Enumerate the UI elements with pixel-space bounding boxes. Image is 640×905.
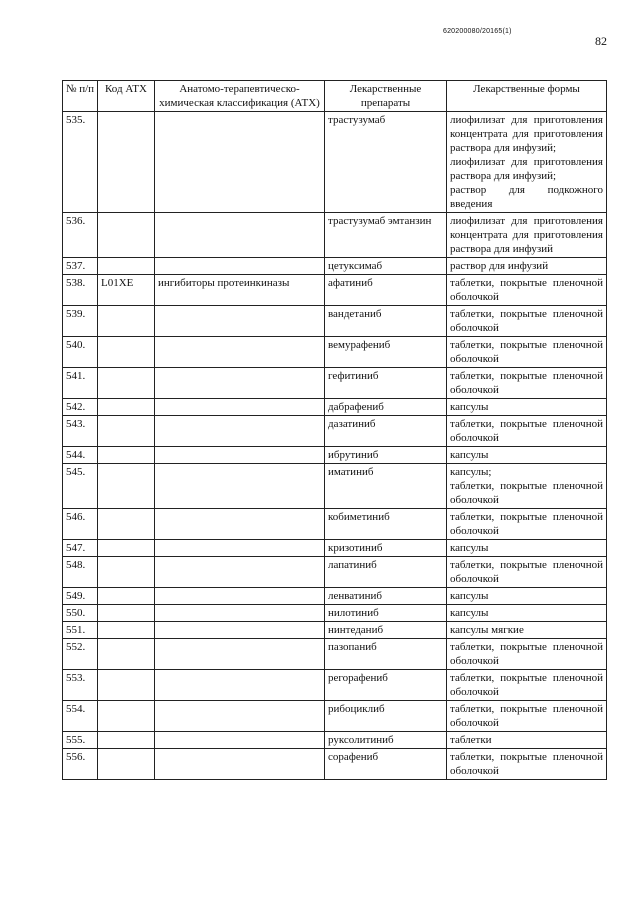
drug-table (62, 80, 607, 780)
dosage-form-item: капсулы (450, 449, 489, 461)
dosage-forms (447, 368, 607, 399)
table-row (63, 112, 607, 213)
atc-classification (155, 464, 325, 509)
dosage-form-item: таблетки, покрытые пленочной оболочкой (450, 418, 603, 444)
atc-code (98, 701, 155, 732)
atc-code (98, 540, 155, 557)
row-number: 552. (63, 639, 98, 670)
atc-classification (155, 605, 325, 622)
dosage-forms (447, 749, 607, 780)
atc-classification (155, 557, 325, 588)
row-number: 556. (63, 749, 98, 780)
atc-classification (155, 337, 325, 368)
dosage-form-item: раствор для инфузий (450, 260, 549, 272)
dosage-forms (447, 670, 607, 701)
atc-code (98, 749, 155, 780)
table-row (63, 368, 607, 399)
atc-code (98, 509, 155, 540)
row-number: 554. (63, 701, 98, 732)
dosage-form-item: капсулы (450, 401, 489, 413)
row-number: 538. (63, 275, 98, 306)
dosage-forms (447, 464, 607, 509)
atc-code (98, 337, 155, 368)
row-number: 547. (63, 540, 98, 557)
atc-code (98, 732, 155, 749)
row-number: 555. (63, 732, 98, 749)
atc-code (98, 464, 155, 509)
atc-classification (155, 447, 325, 464)
table-body (63, 112, 607, 780)
table-row (63, 732, 607, 749)
atc-code (98, 213, 155, 258)
dosage-form-item: таблетки, покрытые пленочной оболочкой (450, 559, 603, 585)
header-dosage-forms: Лекарственные формы (447, 81, 607, 112)
dosage-form-item: таблетки, покрытые пленочной оболочкой (450, 641, 603, 667)
drug-name: иматиниб (325, 464, 447, 509)
dosage-forms (447, 557, 607, 588)
dosage-form-item: таблетки, покрытые пленочной оболочкой (450, 672, 603, 698)
table-row (63, 622, 607, 639)
drug-name: регорафениб (325, 670, 447, 701)
drug-name: трастузумаб (325, 112, 447, 213)
table-row (63, 605, 607, 622)
table-row (63, 557, 607, 588)
dosage-form-item: капсулы мягкие (450, 624, 524, 636)
table-row (63, 416, 607, 447)
dosage-form-item: лиофилизат для приготовления раствора для инфузий; (450, 156, 603, 182)
dosage-form-item: таблетки (450, 734, 492, 746)
atc-code (98, 447, 155, 464)
drug-name: рибоциклиб (325, 701, 447, 732)
dosage-forms (447, 701, 607, 732)
atc-classification (155, 588, 325, 605)
atc-classification (155, 258, 325, 275)
atc-classification (155, 213, 325, 258)
dosage-forms (447, 509, 607, 540)
dosage-form-item: таблетки, покрытые пленочной оболочкой (450, 480, 603, 506)
header-atc-code: Код АТХ (98, 81, 155, 112)
row-number: 535. (63, 112, 98, 213)
drug-name: руксолитиниб (325, 732, 447, 749)
dosage-forms (447, 605, 607, 622)
row-number: 545. (63, 464, 98, 509)
table-row (63, 464, 607, 509)
atc-classification (155, 399, 325, 416)
table-row (63, 213, 607, 258)
table-row (63, 447, 607, 464)
dosage-forms (447, 213, 607, 258)
atc-classification (155, 416, 325, 447)
dosage-forms (447, 399, 607, 416)
row-number: 551. (63, 622, 98, 639)
dosage-form-item: капсулы (450, 607, 489, 619)
row-number: 542. (63, 399, 98, 416)
dosage-forms (447, 306, 607, 337)
dosage-form-item: таблетки, покрытые пленочной оболочкой (450, 751, 603, 777)
row-number: 537. (63, 258, 98, 275)
dosage-forms (447, 732, 607, 749)
row-number: 543. (63, 416, 98, 447)
dosage-forms (447, 275, 607, 306)
atc-code (98, 306, 155, 337)
table-row (63, 399, 607, 416)
row-number: 549. (63, 588, 98, 605)
dosage-forms (447, 112, 607, 213)
atc-code (98, 605, 155, 622)
atc-classification (155, 306, 325, 337)
table-row (63, 701, 607, 732)
dosage-form-item: таблетки, покрытые пленочной оболочкой (450, 511, 603, 537)
dosage-form-item: капсулы (450, 590, 489, 602)
drug-name: цетуксимаб (325, 258, 447, 275)
atc-classification (155, 749, 325, 780)
table-header-row (63, 81, 607, 112)
atc-classification (155, 509, 325, 540)
atc-code (98, 588, 155, 605)
atc-code (98, 112, 155, 213)
drug-name: кризотиниб (325, 540, 447, 557)
row-number: 550. (63, 605, 98, 622)
atc-classification (155, 732, 325, 749)
dosage-form-item: лиофилизат для приготовления концентрата для приготовления раствора для инфузий; (450, 114, 603, 154)
dosage-form-item: капсулы (450, 542, 489, 554)
dosage-forms (447, 639, 607, 670)
dosage-forms (447, 540, 607, 557)
atc-classification (155, 368, 325, 399)
drug-name: гефитиниб (325, 368, 447, 399)
atc-code (98, 670, 155, 701)
atc-classification (155, 622, 325, 639)
drug-name: кобиметиниб (325, 509, 447, 540)
header-atc-classification: Анатомо-терапевтическо-химическая классификация (АТХ) (155, 81, 325, 112)
dosage-forms (447, 622, 607, 639)
row-number: 553. (63, 670, 98, 701)
drug-name: нинтеданиб (325, 622, 447, 639)
atc-classification (155, 540, 325, 557)
drug-name: вемурафениб (325, 337, 447, 368)
table-row (63, 306, 607, 337)
dosage-forms (447, 447, 607, 464)
dosage-form-item: таблетки, покрытые пленочной оболочкой (450, 339, 603, 365)
table-row (63, 749, 607, 780)
atc-classification (155, 112, 325, 213)
dosage-form-item: таблетки, покрытые пленочной оболочкой (450, 308, 603, 334)
drug-name: ленватиниб (325, 588, 447, 605)
header-number: № п/п (63, 81, 98, 112)
atc-code (98, 368, 155, 399)
dosage-form-item: капсулы; (450, 466, 492, 478)
drug-name: лапатиниб (325, 557, 447, 588)
row-number: 541. (63, 368, 98, 399)
atc-code (98, 639, 155, 670)
row-number: 546. (63, 509, 98, 540)
row-number: 544. (63, 447, 98, 464)
atc-code (98, 416, 155, 447)
drug-name: афатиниб (325, 275, 447, 306)
atc-classification (155, 670, 325, 701)
drug-name: трастузумаб эмтанзин (325, 213, 447, 258)
dosage-form-item: таблетки, покрытые пленочной оболочкой (450, 370, 603, 396)
table-row (63, 639, 607, 670)
table-row (63, 275, 607, 306)
header-drugs: Лекарственные препараты (325, 81, 447, 112)
dosage-form-item: таблетки, покрытые пленочной оболочкой (450, 277, 603, 303)
atc-code (98, 258, 155, 275)
drug-name: дабрафениб (325, 399, 447, 416)
atc-code: L01XE (98, 275, 155, 306)
table-row (63, 588, 607, 605)
atc-code (98, 622, 155, 639)
atc-classification: ингибиторы протеинкиназы (155, 275, 325, 306)
table-row (63, 540, 607, 557)
drug-name: ибрутиниб (325, 447, 447, 464)
atc-code (98, 557, 155, 588)
atc-code (98, 399, 155, 416)
page-number: 82 (595, 34, 607, 48)
table-row (63, 509, 607, 540)
dosage-form-item: раствор для подкожного введения (450, 184, 603, 210)
drug-name: пазопаниб (325, 639, 447, 670)
table-row (63, 337, 607, 368)
dosage-form-item: таблетки, покрытые пленочной оболочкой (450, 703, 603, 729)
drug-name: дазатиниб (325, 416, 447, 447)
table-row (63, 670, 607, 701)
row-number: 540. (63, 337, 98, 368)
row-number: 548. (63, 557, 98, 588)
dosage-form-item: лиофилизат для приготовления концентрата для приготовления раствора для инфузий (450, 215, 603, 255)
drug-name: вандетаниб (325, 306, 447, 337)
drug-name: нилотиниб (325, 605, 447, 622)
table-row (63, 258, 607, 275)
dosage-forms (447, 416, 607, 447)
row-number: 536. (63, 213, 98, 258)
dosage-forms (447, 588, 607, 605)
atc-classification (155, 701, 325, 732)
dosage-forms (447, 258, 607, 275)
document-code: 620200080/20165(1) (443, 28, 512, 35)
dosage-forms (447, 337, 607, 368)
atc-classification (155, 639, 325, 670)
drug-name: сорафениб (325, 749, 447, 780)
row-number: 539. (63, 306, 98, 337)
